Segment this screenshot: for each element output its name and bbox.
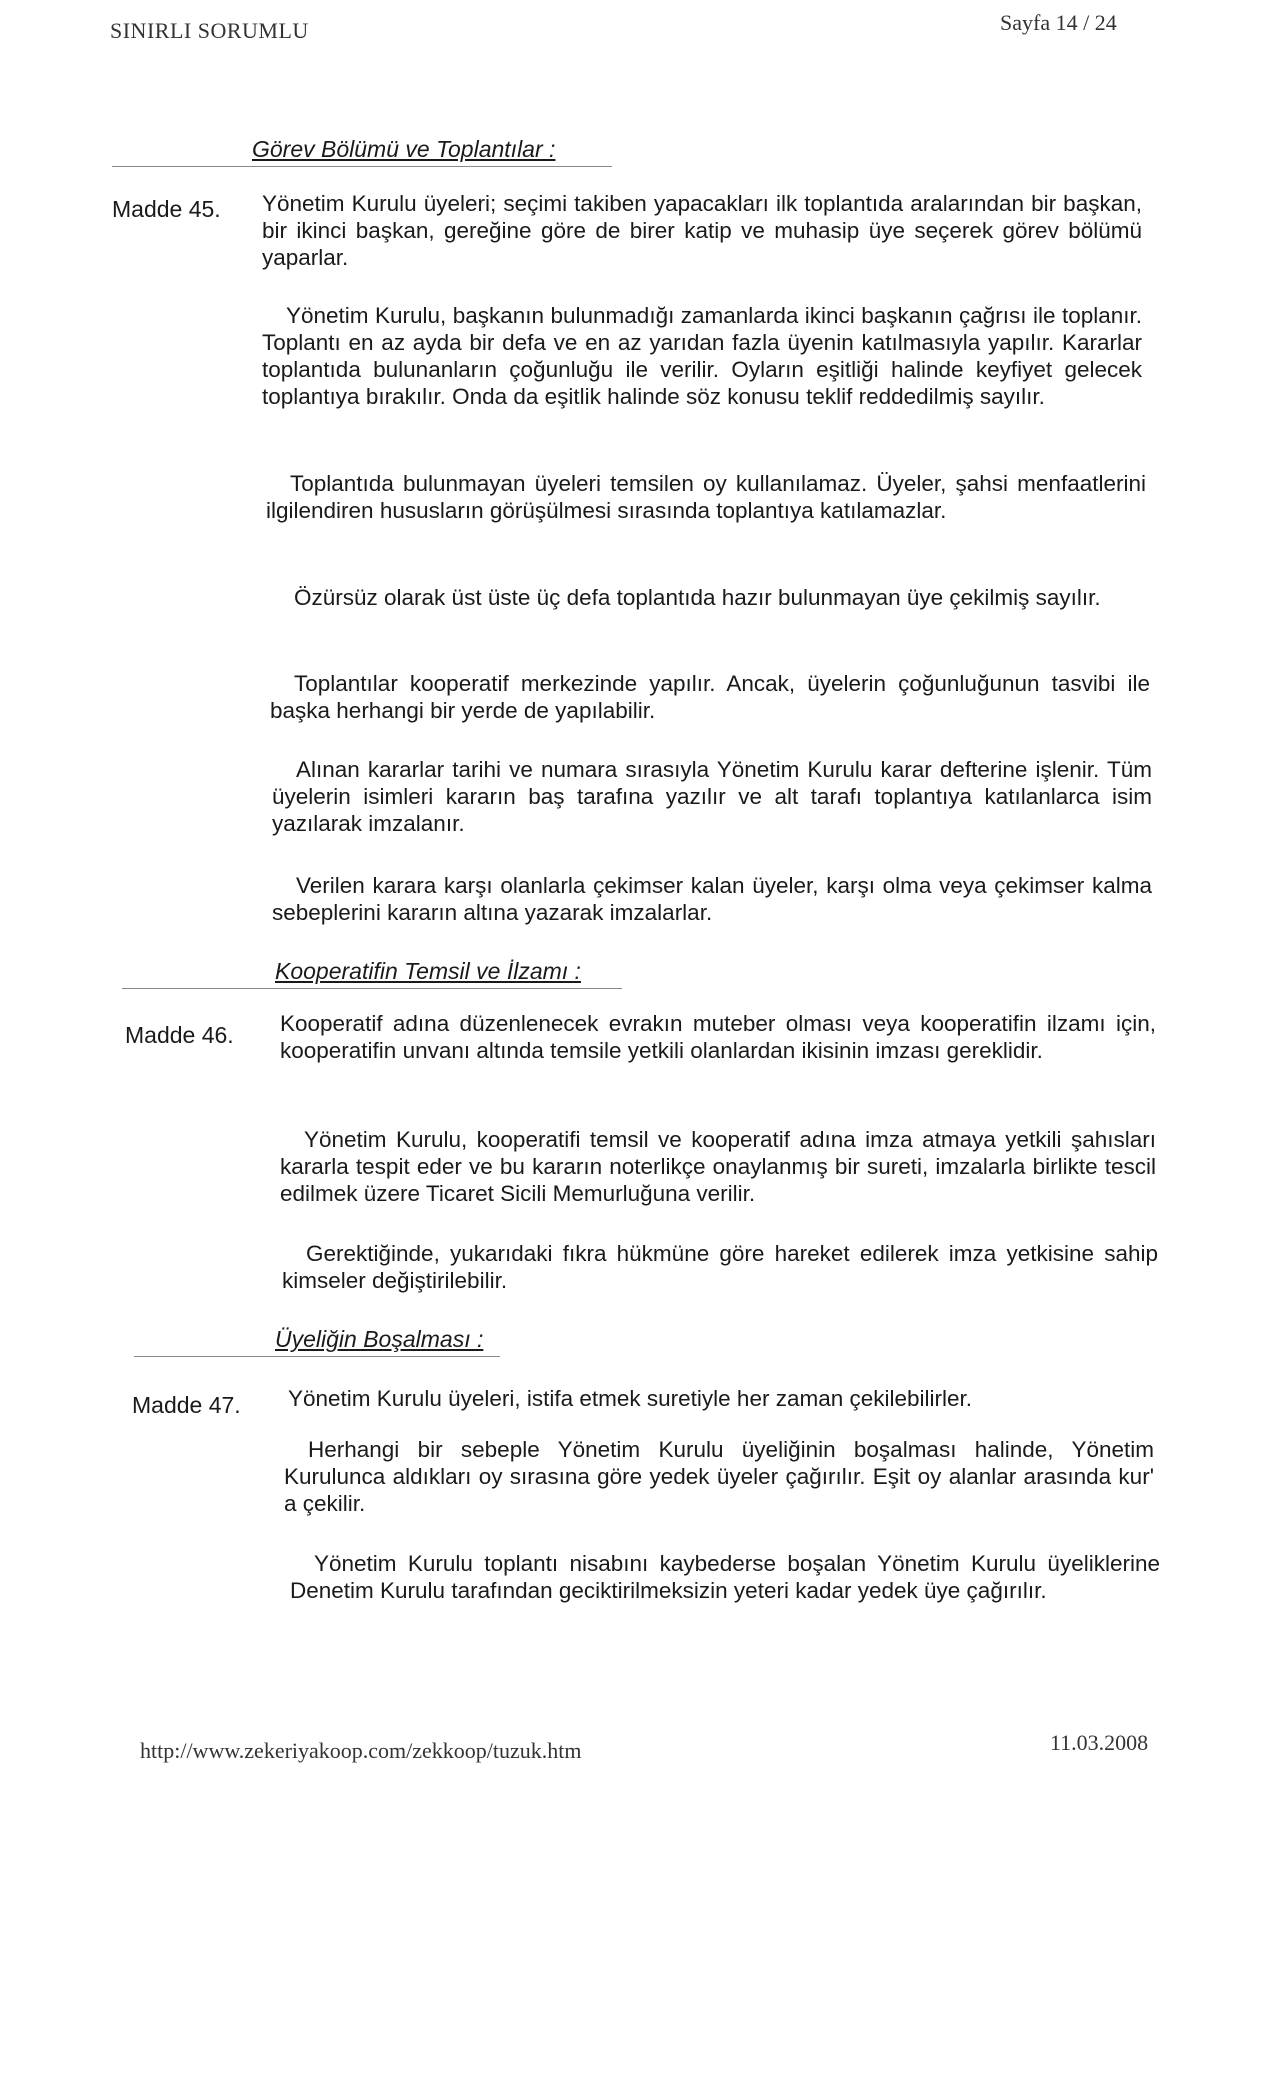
document-title: SINIRLI SORUMLU bbox=[110, 18, 309, 43]
section-rule bbox=[122, 988, 622, 989]
article-number: Madde 46. bbox=[125, 1022, 234, 1048]
print-date: 11.03.2008 bbox=[1050, 1730, 1149, 1755]
paragraph: Yönetim Kurulu üyeleri, istifa etmek suretiyle her zaman çekilebilirler. bbox=[288, 1386, 973, 1411]
article-number: Madde 47. bbox=[132, 1392, 241, 1418]
section-heading: Üyeliğin Boşalması : bbox=[275, 1326, 484, 1352]
paragraph: Yönetim Kurulu üyeleri; seçimi takiben yapacakları ilk toplantıda aralarından bir başkan, bir ikinci başkan, gereğine göre de birer katip ve muhasip üye seçerek görev bölümü yaparlar. bbox=[262, 191, 1142, 270]
paragraph: Yönetim Kurulu, kooperatifi temsil ve kooperatif adına imza atmaya yetkili şahısları kararla tespit eder ve bu kararın noterlikçe onaylanmış bir sureti, imzalarla birlikte tescil edilmek üzere Ticaret Sicili Memurluğuna verilir. bbox=[280, 1127, 1156, 1206]
paragraph: Toplantıda bulunmayan üyeleri temsilen oy kullanılamaz. Üyeler, şahsi menfaatlerini ilgilendiren hususların görüşülmesi sırasında toplantıya katılamazlar. bbox=[266, 471, 1146, 523]
paragraph: Herhangi bir sebeple Yönetim Kurulu üyeliğinin boşalması halinde, Yönetim Kurulunca aldıkları oy sırasına göre yedek üyeler çağırılır. Eşit oy alanlar arasında kur' a çekilir. bbox=[284, 1437, 1154, 1516]
paragraph: Verilen karara karşı olanlarla çekimser kalan üyeler, karşı olma veya çekimser kalma sebeplerini kararın altına yazarak imzalarlar. bbox=[272, 873, 1152, 925]
paragraph: Toplantılar kooperatif merkezinde yapılır. Ancak, üyelerin çoğunluğunun tasvibi ile başka herhangi bir yerde de yapılabilir. bbox=[270, 671, 1150, 723]
section-heading: Kooperatifin Temsil ve İlzamı : bbox=[275, 958, 581, 984]
paragraph: Yönetim Kurulu toplantı nisabını kaybederse boşalan Yönetim Kurulu üyeliklerine Denetim Kurulu tarafından geciktirilmeksizin yeteri kadar yedek üye çağırılır. bbox=[290, 1551, 1160, 1603]
paragraph: Alınan kararlar tarihi ve numara sırasıyla Yönetim Kurulu karar defterine işlenir. Tüm üyelerin isimleri kararın baş tarafına yazılır ve alt tarafı toplantıya katılanlarca isim yazılarak imzalanır. bbox=[272, 757, 1152, 836]
page-number: Sayfa 14 / 24 bbox=[1000, 10, 1117, 35]
article-number: Madde 45. bbox=[112, 196, 221, 222]
paragraph: Gerektiğinde, yukarıdaki fıkra hükmüne göre hareket edilerek imza yetkisine sahip kimseler değiştirilebilir. bbox=[282, 1241, 1158, 1293]
paragraph: Yönetim Kurulu, başkanın bulunmadığı zamanlarda ikinci başkanın çağrısı ile toplanır. Toplantı en az ayda bir defa ve en az yarıdan fazla üyenin katılmasıyla yapılır. Kararlar toplantıda bulunanların çoğunluğu ile verilir. Oyların eşitliği halinde keyfiyet gelecek toplantıya bırakılır. Onda da eşitlik halinde söz konusu teklif reddedilmiş sayılır. bbox=[262, 303, 1142, 409]
source-url: http://www.zekeriyakoop.com/zekkoop/tuzuk.htm bbox=[140, 1738, 582, 1763]
paragraph: Özürsüz olarak üst üste üç defa toplantıda hazır bulunmayan üye çekilmiş sayılır. bbox=[294, 585, 1101, 610]
section-rule bbox=[112, 166, 612, 167]
section-heading: Görev Bölümü ve Toplantılar : bbox=[252, 136, 556, 162]
section-rule bbox=[134, 1356, 500, 1357]
paragraph: Kooperatif adına düzenlenecek evrakın muteber olması veya kooperatifin ilzamı için, kooperatifin unvanı altında temsile yetkili olanlardan ikisinin imzası gereklidir. bbox=[280, 1011, 1156, 1063]
